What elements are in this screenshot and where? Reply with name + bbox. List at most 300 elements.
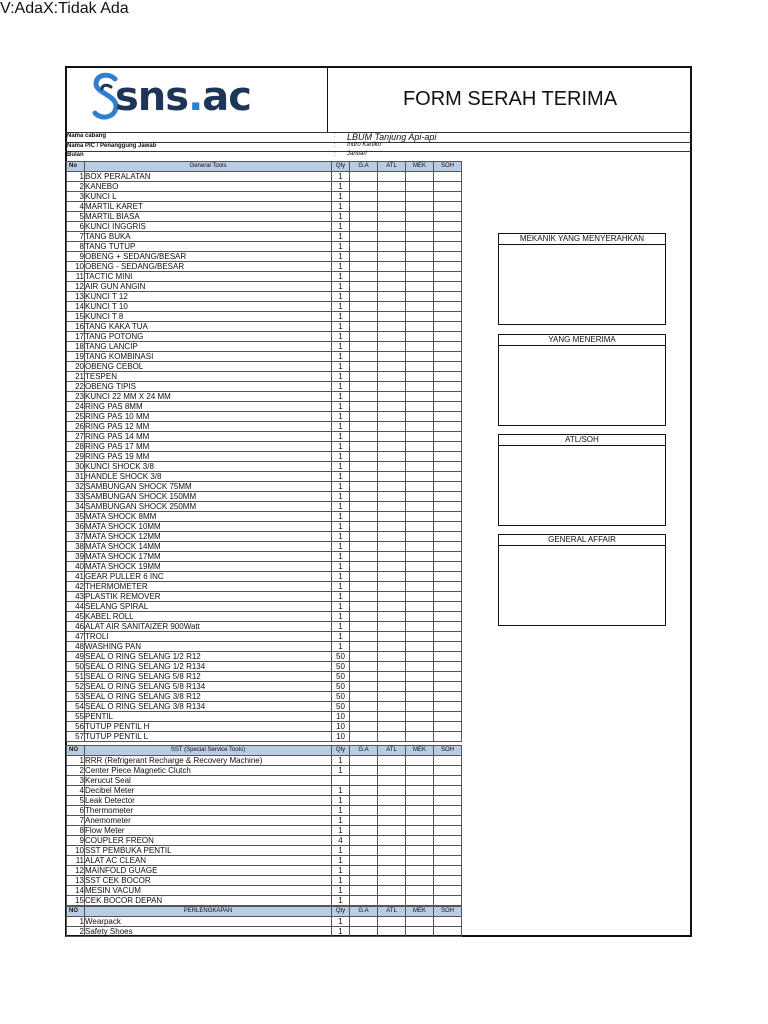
- check-cell[interactable]: [406, 502, 434, 512]
- check-cell[interactable]: [378, 382, 406, 392]
- check-cell[interactable]: [350, 532, 378, 542]
- check-cell[interactable]: [350, 482, 378, 492]
- check-cell[interactable]: [378, 856, 406, 866]
- check-cell[interactable]: [406, 272, 434, 282]
- check-cell[interactable]: [378, 242, 406, 252]
- check-cell[interactable]: [378, 282, 406, 292]
- check-cell[interactable]: [350, 602, 378, 612]
- check-cell[interactable]: [350, 342, 378, 352]
- check-cell[interactable]: [350, 542, 378, 552]
- check-cell[interactable]: [378, 642, 406, 652]
- check-cell[interactable]: [350, 332, 378, 342]
- check-cell[interactable]: [434, 632, 462, 642]
- check-cell[interactable]: [378, 886, 406, 896]
- check-cell[interactable]: [378, 192, 406, 202]
- check-cell[interactable]: [434, 512, 462, 522]
- check-cell[interactable]: [378, 582, 406, 592]
- check-cell[interactable]: [378, 272, 406, 282]
- check-cell[interactable]: [434, 422, 462, 432]
- check-cell[interactable]: [378, 342, 406, 352]
- check-cell[interactable]: [350, 732, 378, 742]
- check-cell[interactable]: [350, 562, 378, 572]
- check-cell[interactable]: [378, 522, 406, 532]
- check-cell[interactable]: [406, 816, 434, 826]
- check-cell[interactable]: [406, 442, 434, 452]
- check-cell[interactable]: [350, 172, 378, 182]
- check-cell[interactable]: [350, 232, 378, 242]
- check-cell[interactable]: [406, 212, 434, 222]
- check-cell[interactable]: [350, 592, 378, 602]
- check-cell[interactable]: [350, 856, 378, 866]
- check-cell[interactable]: [378, 562, 406, 572]
- check-cell[interactable]: [434, 222, 462, 232]
- check-cell[interactable]: [406, 856, 434, 866]
- check-cell[interactable]: [406, 452, 434, 462]
- check-cell[interactable]: [434, 232, 462, 242]
- check-cell[interactable]: [378, 402, 406, 412]
- check-cell[interactable]: [434, 876, 462, 886]
- check-cell[interactable]: [378, 652, 406, 662]
- check-cell[interactable]: [434, 766, 462, 776]
- check-cell[interactable]: [434, 846, 462, 856]
- check-cell[interactable]: [350, 846, 378, 856]
- check-cell[interactable]: [378, 172, 406, 182]
- check-cell[interactable]: [406, 472, 434, 482]
- check-cell[interactable]: [406, 192, 434, 202]
- check-cell[interactable]: [350, 412, 378, 422]
- check-cell[interactable]: [378, 592, 406, 602]
- check-cell[interactable]: [350, 512, 378, 522]
- check-cell[interactable]: [378, 492, 406, 502]
- check-cell[interactable]: [434, 362, 462, 372]
- check-cell[interactable]: [434, 776, 462, 786]
- check-cell[interactable]: [350, 322, 378, 332]
- check-cell[interactable]: [350, 816, 378, 826]
- check-cell[interactable]: [434, 652, 462, 662]
- check-cell[interactable]: [350, 352, 378, 362]
- check-cell[interactable]: [434, 682, 462, 692]
- check-cell[interactable]: [434, 602, 462, 612]
- check-cell[interactable]: [434, 252, 462, 262]
- check-cell[interactable]: [350, 652, 378, 662]
- check-cell[interactable]: [434, 492, 462, 502]
- check-cell[interactable]: [434, 896, 462, 906]
- check-cell[interactable]: [434, 282, 462, 292]
- check-cell[interactable]: [378, 602, 406, 612]
- check-cell[interactable]: [434, 342, 462, 352]
- check-cell[interactable]: [350, 836, 378, 846]
- check-cell[interactable]: [378, 472, 406, 482]
- check-cell[interactable]: [434, 192, 462, 202]
- check-cell[interactable]: [350, 422, 378, 432]
- check-cell[interactable]: [406, 786, 434, 796]
- check-cell[interactable]: [434, 432, 462, 442]
- check-cell[interactable]: [434, 552, 462, 562]
- check-cell[interactable]: [434, 592, 462, 602]
- check-cell[interactable]: [378, 532, 406, 542]
- check-cell[interactable]: [350, 362, 378, 372]
- check-cell[interactable]: [434, 866, 462, 876]
- check-cell[interactable]: [350, 776, 378, 786]
- check-cell[interactable]: [434, 917, 462, 927]
- check-cell[interactable]: [406, 412, 434, 422]
- check-cell[interactable]: [406, 232, 434, 242]
- check-cell[interactable]: [378, 462, 406, 472]
- check-cell[interactable]: [378, 702, 406, 712]
- check-cell[interactable]: [378, 482, 406, 492]
- check-cell[interactable]: [350, 896, 378, 906]
- check-cell[interactable]: [434, 452, 462, 462]
- check-cell[interactable]: [434, 662, 462, 672]
- check-cell[interactable]: [350, 372, 378, 382]
- check-cell[interactable]: [434, 332, 462, 342]
- check-cell[interactable]: [406, 352, 434, 362]
- check-cell[interactable]: [434, 412, 462, 422]
- check-cell[interactable]: [434, 826, 462, 836]
- check-cell[interactable]: [406, 312, 434, 322]
- check-cell[interactable]: [350, 632, 378, 642]
- check-cell[interactable]: [378, 362, 406, 372]
- check-cell[interactable]: [406, 682, 434, 692]
- check-cell[interactable]: [350, 642, 378, 652]
- check-cell[interactable]: [406, 282, 434, 292]
- check-cell[interactable]: [434, 582, 462, 592]
- check-cell[interactable]: [434, 806, 462, 816]
- check-cell[interactable]: [378, 612, 406, 622]
- check-cell[interactable]: [406, 552, 434, 562]
- check-cell[interactable]: [350, 462, 378, 472]
- check-cell[interactable]: [434, 702, 462, 712]
- check-cell[interactable]: [350, 282, 378, 292]
- check-cell[interactable]: [434, 532, 462, 542]
- check-cell[interactable]: [434, 927, 462, 937]
- check-cell[interactable]: [406, 712, 434, 722]
- check-cell[interactable]: [350, 242, 378, 252]
- check-cell[interactable]: [378, 452, 406, 462]
- check-cell[interactable]: [406, 806, 434, 816]
- check-cell[interactable]: [434, 392, 462, 402]
- check-cell[interactable]: [350, 786, 378, 796]
- check-cell[interactable]: [406, 242, 434, 252]
- check-cell[interactable]: [350, 212, 378, 222]
- check-cell[interactable]: [350, 292, 378, 302]
- check-cell[interactable]: [434, 372, 462, 382]
- check-cell[interactable]: [378, 442, 406, 452]
- check-cell[interactable]: [378, 927, 406, 937]
- check-cell[interactable]: [406, 886, 434, 896]
- check-cell[interactable]: [350, 302, 378, 312]
- check-cell[interactable]: [378, 917, 406, 927]
- check-cell[interactable]: [350, 866, 378, 876]
- check-cell[interactable]: [350, 432, 378, 442]
- check-cell[interactable]: [406, 222, 434, 232]
- check-cell[interactable]: [406, 432, 434, 442]
- check-cell[interactable]: [406, 202, 434, 212]
- check-cell[interactable]: [378, 756, 406, 766]
- check-cell[interactable]: [406, 392, 434, 402]
- check-cell[interactable]: [406, 592, 434, 602]
- check-cell[interactable]: [378, 232, 406, 242]
- check-cell[interactable]: [378, 632, 406, 642]
- check-cell[interactable]: [434, 272, 462, 282]
- check-cell[interactable]: [350, 222, 378, 232]
- check-cell[interactable]: [350, 442, 378, 452]
- check-cell[interactable]: [350, 582, 378, 592]
- check-cell[interactable]: [350, 612, 378, 622]
- check-cell[interactable]: [406, 642, 434, 652]
- check-cell[interactable]: [378, 796, 406, 806]
- check-cell[interactable]: [406, 482, 434, 492]
- check-cell[interactable]: [350, 806, 378, 816]
- check-cell[interactable]: [406, 322, 434, 332]
- check-cell[interactable]: [434, 572, 462, 582]
- check-cell[interactable]: [434, 292, 462, 302]
- check-cell[interactable]: [406, 262, 434, 272]
- check-cell[interactable]: [434, 462, 462, 472]
- check-cell[interactable]: [378, 662, 406, 672]
- check-cell[interactable]: [378, 682, 406, 692]
- check-cell[interactable]: [406, 846, 434, 856]
- check-cell[interactable]: [406, 402, 434, 412]
- check-cell[interactable]: [406, 612, 434, 622]
- check-cell[interactable]: [406, 766, 434, 776]
- check-cell[interactable]: [378, 836, 406, 846]
- check-cell[interactable]: [406, 462, 434, 472]
- check-cell[interactable]: [434, 472, 462, 482]
- check-cell[interactable]: [406, 582, 434, 592]
- check-cell[interactable]: [406, 796, 434, 806]
- check-cell[interactable]: [434, 642, 462, 652]
- check-cell[interactable]: [378, 322, 406, 332]
- check-cell[interactable]: [350, 472, 378, 482]
- check-cell[interactable]: [406, 836, 434, 846]
- check-cell[interactable]: [434, 612, 462, 622]
- check-cell[interactable]: [434, 542, 462, 552]
- check-cell[interactable]: [434, 836, 462, 846]
- check-cell[interactable]: [350, 552, 378, 562]
- check-cell[interactable]: [350, 402, 378, 412]
- check-cell[interactable]: [406, 372, 434, 382]
- check-cell[interactable]: [406, 622, 434, 632]
- check-cell[interactable]: [378, 352, 406, 362]
- check-cell[interactable]: [378, 572, 406, 582]
- signature-area[interactable]: [499, 546, 665, 627]
- check-cell[interactable]: [350, 662, 378, 672]
- check-cell[interactable]: [406, 702, 434, 712]
- check-cell[interactable]: [350, 756, 378, 766]
- check-cell[interactable]: [350, 712, 378, 722]
- check-cell[interactable]: [406, 252, 434, 262]
- check-cell[interactable]: [378, 896, 406, 906]
- check-cell[interactable]: [434, 352, 462, 362]
- check-cell[interactable]: [434, 562, 462, 572]
- check-cell[interactable]: [378, 292, 406, 302]
- check-cell[interactable]: [406, 562, 434, 572]
- check-cell[interactable]: [434, 786, 462, 796]
- check-cell[interactable]: [406, 292, 434, 302]
- check-cell[interactable]: [434, 182, 462, 192]
- signature-area[interactable]: [499, 245, 665, 326]
- check-cell[interactable]: [434, 482, 462, 492]
- check-cell[interactable]: [378, 392, 406, 402]
- check-cell[interactable]: [406, 756, 434, 766]
- check-cell[interactable]: [350, 826, 378, 836]
- signature-area[interactable]: [499, 446, 665, 527]
- check-cell[interactable]: [406, 542, 434, 552]
- check-cell[interactable]: [378, 372, 406, 382]
- check-cell[interactable]: [350, 262, 378, 272]
- check-cell[interactable]: [350, 202, 378, 212]
- check-cell[interactable]: [350, 522, 378, 532]
- check-cell[interactable]: [434, 442, 462, 452]
- check-cell[interactable]: [406, 532, 434, 542]
- check-cell[interactable]: [406, 572, 434, 582]
- check-cell[interactable]: [434, 722, 462, 732]
- check-cell[interactable]: [378, 542, 406, 552]
- check-cell[interactable]: [350, 682, 378, 692]
- check-cell[interactable]: [378, 312, 406, 322]
- check-cell[interactable]: [378, 222, 406, 232]
- check-cell[interactable]: [406, 362, 434, 372]
- check-cell[interactable]: [434, 756, 462, 766]
- check-cell[interactable]: [434, 262, 462, 272]
- check-cell[interactable]: [350, 572, 378, 582]
- check-cell[interactable]: [378, 846, 406, 856]
- check-cell[interactable]: [434, 622, 462, 632]
- check-cell[interactable]: [378, 512, 406, 522]
- check-cell[interactable]: [406, 896, 434, 906]
- check-cell[interactable]: [406, 172, 434, 182]
- check-cell[interactable]: [406, 302, 434, 312]
- check-cell[interactable]: [406, 422, 434, 432]
- check-cell[interactable]: [434, 692, 462, 702]
- check-cell[interactable]: [350, 622, 378, 632]
- check-cell[interactable]: [378, 252, 406, 262]
- check-cell[interactable]: [434, 796, 462, 806]
- check-cell[interactable]: [434, 712, 462, 722]
- check-cell[interactable]: [406, 776, 434, 786]
- check-cell[interactable]: [350, 452, 378, 462]
- check-cell[interactable]: [350, 502, 378, 512]
- check-cell[interactable]: [378, 816, 406, 826]
- check-cell[interactable]: [350, 702, 378, 712]
- check-cell[interactable]: [406, 652, 434, 662]
- check-cell[interactable]: [406, 927, 434, 937]
- check-cell[interactable]: [350, 876, 378, 886]
- check-cell[interactable]: [406, 332, 434, 342]
- check-cell[interactable]: [350, 886, 378, 896]
- check-cell[interactable]: [350, 392, 378, 402]
- check-cell[interactable]: [350, 766, 378, 776]
- check-cell[interactable]: [406, 732, 434, 742]
- check-cell[interactable]: [378, 826, 406, 836]
- check-cell[interactable]: [378, 766, 406, 776]
- check-cell[interactable]: [406, 632, 434, 642]
- check-cell[interactable]: [350, 796, 378, 806]
- check-cell[interactable]: [378, 422, 406, 432]
- check-cell[interactable]: [406, 866, 434, 876]
- check-cell[interactable]: [406, 382, 434, 392]
- check-cell[interactable]: [434, 202, 462, 212]
- signature-area[interactable]: [499, 346, 665, 427]
- check-cell[interactable]: [378, 806, 406, 816]
- check-cell[interactable]: [350, 672, 378, 682]
- check-cell[interactable]: [350, 192, 378, 202]
- check-cell[interactable]: [406, 672, 434, 682]
- check-cell[interactable]: [350, 722, 378, 732]
- check-cell[interactable]: [378, 302, 406, 312]
- check-cell[interactable]: [406, 602, 434, 612]
- check-cell[interactable]: [378, 182, 406, 192]
- check-cell[interactable]: [378, 722, 406, 732]
- check-cell[interactable]: [406, 492, 434, 502]
- check-cell[interactable]: [378, 202, 406, 212]
- check-cell[interactable]: [378, 412, 406, 422]
- check-cell[interactable]: [406, 692, 434, 702]
- check-cell[interactable]: [406, 876, 434, 886]
- check-cell[interactable]: [350, 692, 378, 702]
- check-cell[interactable]: [378, 786, 406, 796]
- check-cell[interactable]: [434, 212, 462, 222]
- check-cell[interactable]: [378, 776, 406, 786]
- check-cell[interactable]: [378, 552, 406, 562]
- check-cell[interactable]: [378, 332, 406, 342]
- check-cell[interactable]: [378, 212, 406, 222]
- check-cell[interactable]: [434, 522, 462, 532]
- check-cell[interactable]: [378, 672, 406, 682]
- check-cell[interactable]: [350, 312, 378, 322]
- check-cell[interactable]: [434, 886, 462, 896]
- check-cell[interactable]: [434, 242, 462, 252]
- check-cell[interactable]: [350, 272, 378, 282]
- check-cell[interactable]: [406, 512, 434, 522]
- check-cell[interactable]: [350, 492, 378, 502]
- check-cell[interactable]: [434, 302, 462, 312]
- check-cell[interactable]: [378, 502, 406, 512]
- check-cell[interactable]: [378, 876, 406, 886]
- check-cell[interactable]: [434, 732, 462, 742]
- check-cell[interactable]: [434, 172, 462, 182]
- check-cell[interactable]: [378, 732, 406, 742]
- check-cell[interactable]: [434, 382, 462, 392]
- check-cell[interactable]: [434, 816, 462, 826]
- check-cell[interactable]: [378, 712, 406, 722]
- check-cell[interactable]: [406, 342, 434, 352]
- check-cell[interactable]: [434, 322, 462, 332]
- check-cell[interactable]: [406, 522, 434, 532]
- check-cell[interactable]: [406, 722, 434, 732]
- check-cell[interactable]: [406, 182, 434, 192]
- check-cell[interactable]: [350, 182, 378, 192]
- check-cell[interactable]: [406, 826, 434, 836]
- check-cell[interactable]: [406, 917, 434, 927]
- check-cell[interactable]: [350, 927, 378, 937]
- check-cell[interactable]: [378, 866, 406, 876]
- check-cell[interactable]: [434, 502, 462, 512]
- check-cell[interactable]: [434, 402, 462, 412]
- check-cell[interactable]: [350, 917, 378, 927]
- check-cell[interactable]: [406, 662, 434, 672]
- check-cell[interactable]: [378, 692, 406, 702]
- check-cell[interactable]: [434, 312, 462, 322]
- check-cell[interactable]: [378, 262, 406, 272]
- check-cell[interactable]: [350, 382, 378, 392]
- check-cell[interactable]: [434, 856, 462, 866]
- check-cell[interactable]: [434, 672, 462, 682]
- check-cell[interactable]: [378, 622, 406, 632]
- check-cell[interactable]: [378, 432, 406, 442]
- check-cell[interactable]: [350, 252, 378, 262]
